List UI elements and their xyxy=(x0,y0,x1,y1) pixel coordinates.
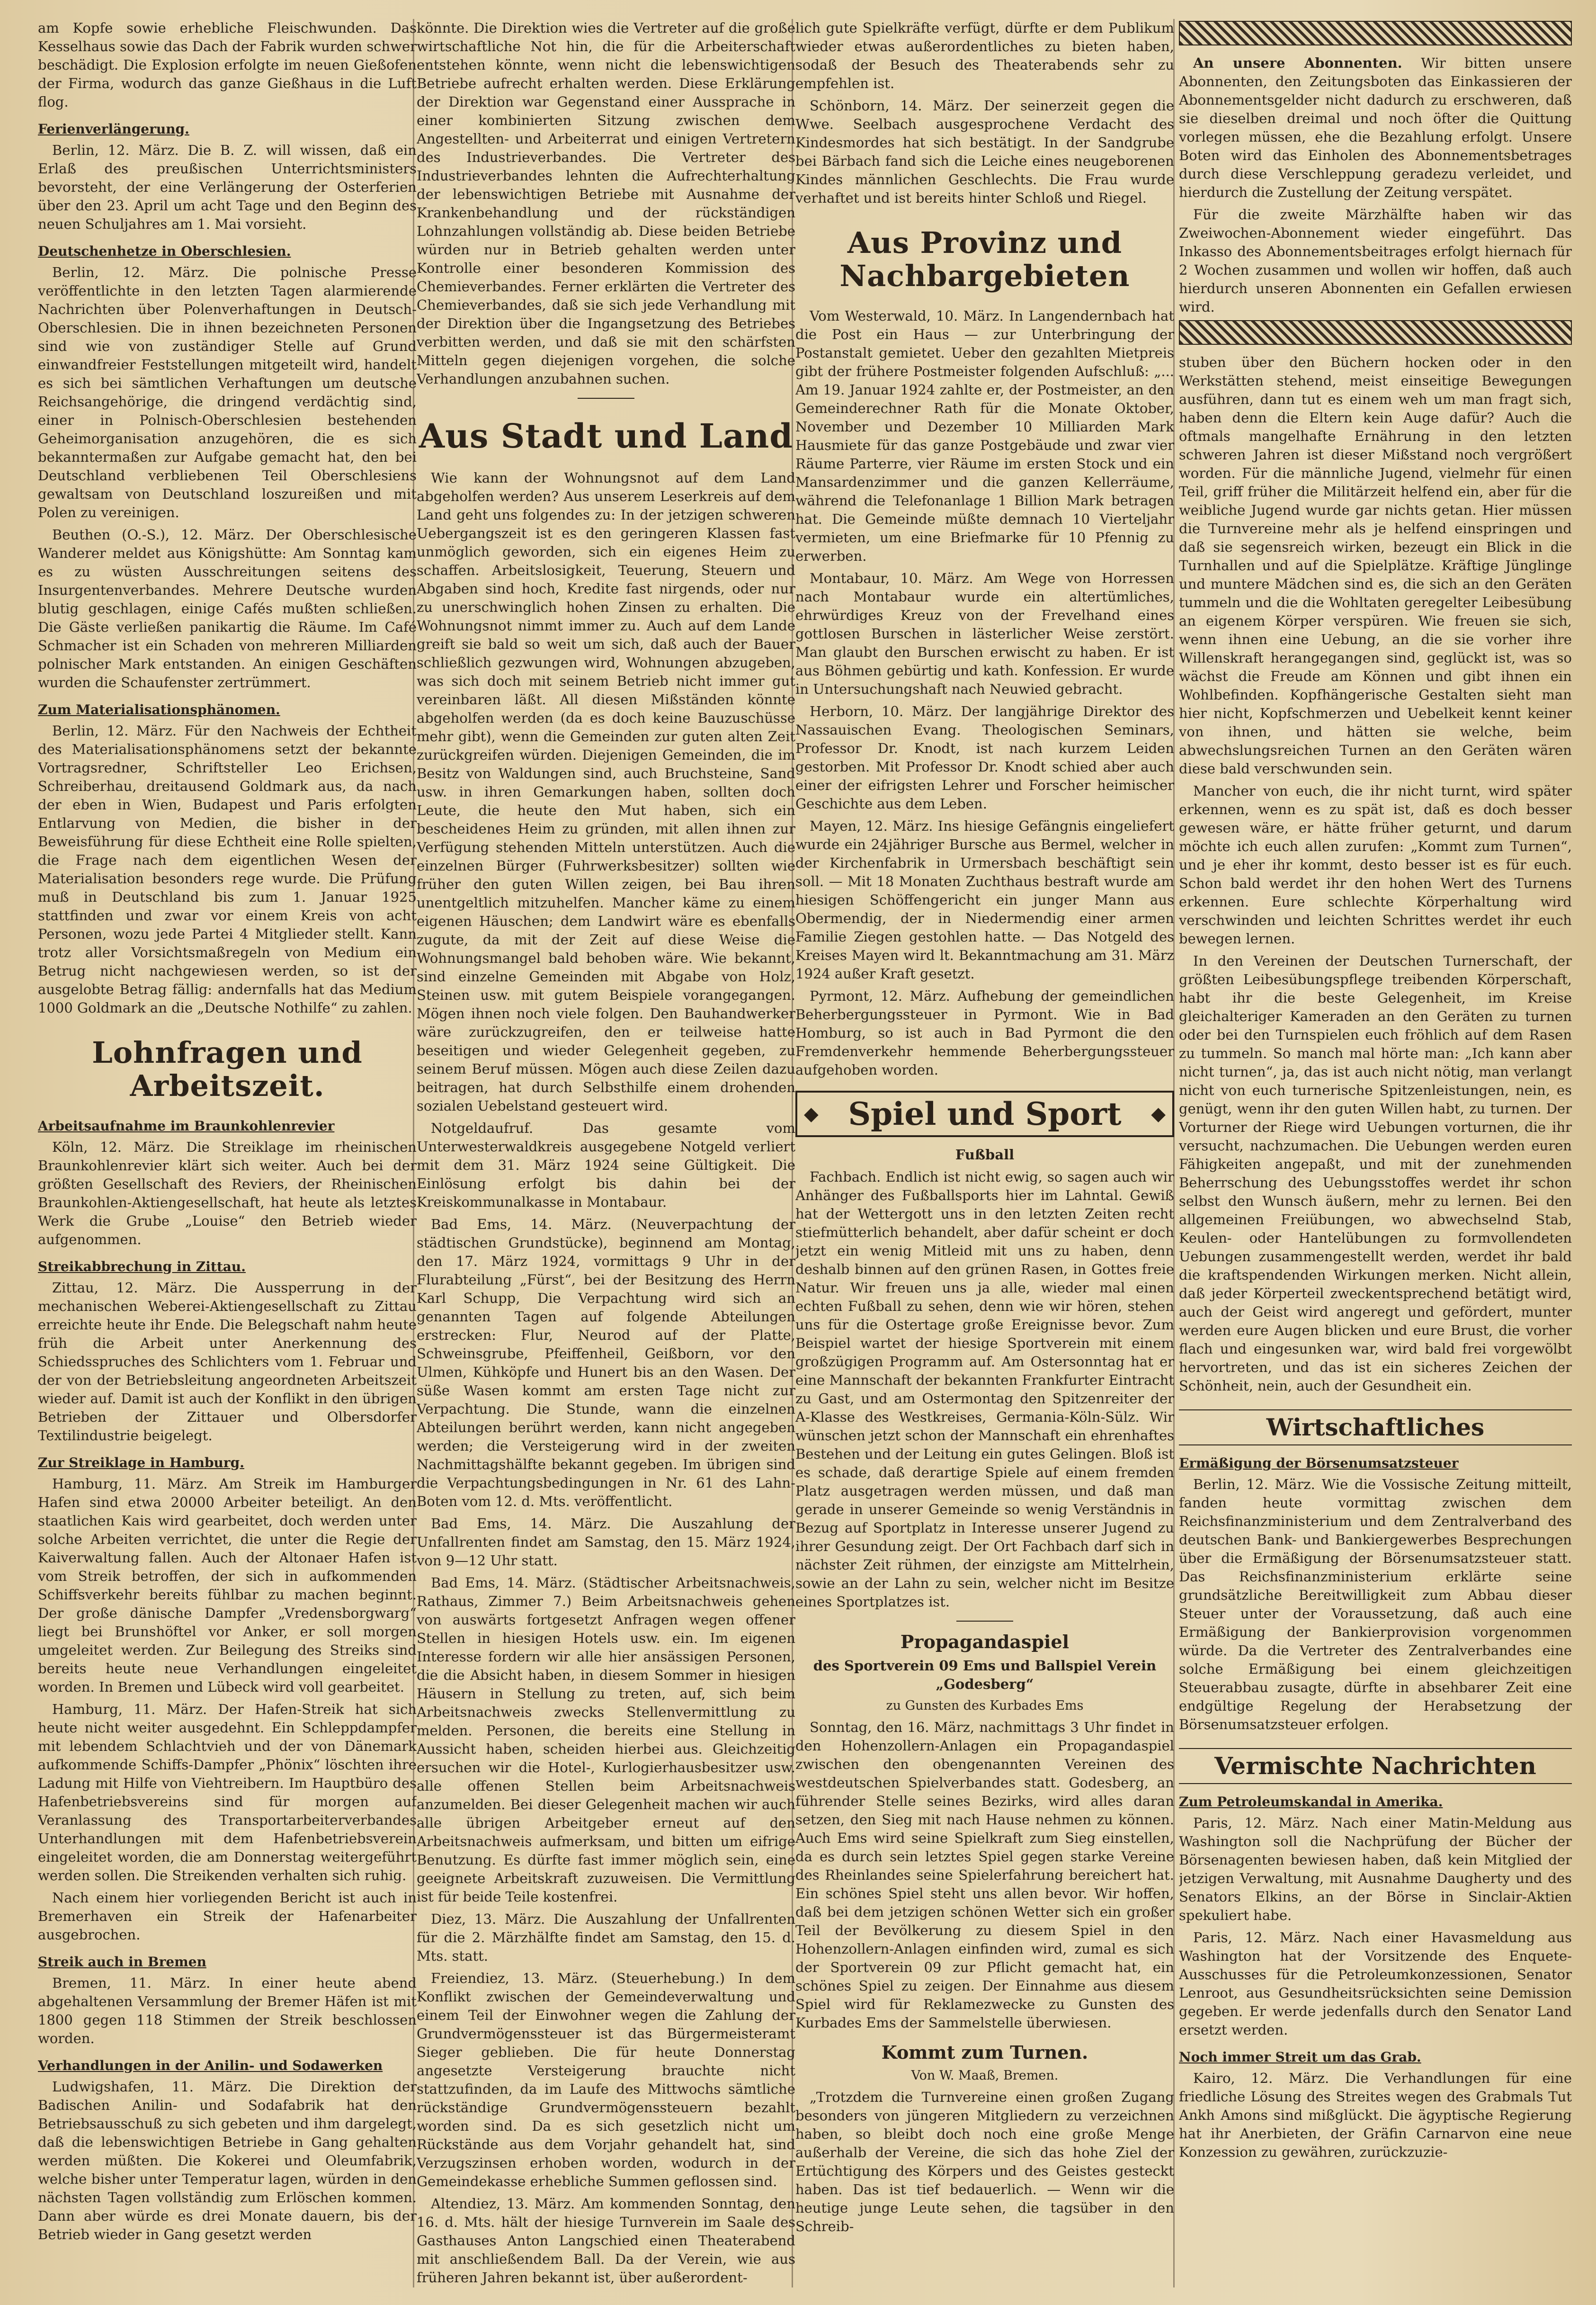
article-text: Beuthen (O.-S.), 12. März. Der Oberschlesische Wanderer meldet aus Königshütte: Am Sonntag kam es zu wüsten Ausschreitungen seitens des Insurgentenverbandes. Mehrere Deutsche wurden blutig geschlagen, einige Cafés mußten schließen. Die Gäste verließen panikartig die Räume. Im Café Schmacher ist ein Schaden von mehreren Milliarden polnischer Mark entstanden. An einigen Geschäften wurden die Schaufenster zertrümmert. xyxy=(38,527,417,691)
article-text: lich gute Spielkräfte verfügt, dürfte er dem Publikum wieder etwas außerordentliches zu bieten haben, sodaß der Besuch des Theaterabends sehr zu empfehlen ist. xyxy=(795,20,1174,91)
article-text: Altendiez, 13. März. Am kommenden Sonntag, den 16. d. Mts. hält der hiesige Turnverein im Saale des Gasthauses Anton Langschied einen Theaterabend mit anschließendem Ball. Da der Verein, wie aus früheren Jahren bekannt ist, über außerordent- xyxy=(417,2196,795,2286)
article-text: Zittau, 12. März. Die Aussperrung in der mechanischen Weberei-Aktiengesellschaft zu Zittau erreichte heute ihr Ende. Die Belegschaft nahm heute früh die Arbeit unter Anerkennung des Schiedsspruches des Schlichters vom 1. Februar und der von der Betriebsleitung angeordneten Arbeitszeit wieder auf. Damit ist auch der Konflikt in den übrigen Betrieben der Zittauer und Olbersdorfer Textilindustrie beigelegt. xyxy=(38,1280,417,1444)
article-text: Vom Westerwald, 10. März. In Langendernbach hat die Post ein Haus — zur Unterbringung der Postanstalt gemietet. Ueber den gezahlten Mietpreis gibt der frühere Postmeister folgenden Aufschluß: „... Am 19. Januar 1924 zahlte er, der Postmeister, an den Gemeinderechner Rath für die Monate Oktober, November und Dezember 10 Milliarden Mark Hausmiete für das ganze Postgebäude und zwar vier Räume Parterre, vier Räume im ersten Stock und ein Mansardenzimmer und die ganzen Kellerräume, während die Telefonanlage 1 Billion Mark betragen hat. Die Gemeinde müßte demnach 10 Vierteljahr vermieten, um eine Briefmarke für 10 Pfennig zu erwerben. xyxy=(795,308,1174,564)
article-text: Fachbach. Endlich ist nicht ewig, so sagen auch wir Anhänger des Fußballsports hier im Lahntal. Gewiß hat der Wettergott uns in den letzten Zeiten recht stiefmütterlich behandelt, aber dafür scheint er doch jetzt ein wenig Mitleid mit uns zu haben, denn deshalb binnen auf den grünen Rasen, in Gottes freie Natur. Wir freuen uns ja alle, wieder mal einen echten Fußball zu sehen, denn wie wir hören, stehen uns für die Ostertage große Ereignisse bevor. Zum Beispiel wartet der hiesige Sportverein mit einem großzügigen Programm auf. Am Ostersonntag hat er eine Mannschaft der bekannten Frankfurter Eintracht zu Gast, und am Ostermontag den Spitzenreiter der A-Klasse des Westkreises, Germania-Köln-Sülz. Wir wünschen jetzt schon der Mannschaft ein ehrenhaftes Bestehen und der Leitung ein gutes Gelingen. Bloß ist es schade, daß derartige Spiele auf einem fremden Platz ausgetragen werden müssen, und daß man gerade in unserer Gemeinde so wenig Verständnis in Bezug auf Sportplatz in Interesse unserer Jugend zu ihrer Gesundung zeigt. Der Ort Fachbach darf sich in nächster Zeit rühmen, der einzigste am Mittelrhein, sowie an der Lahn zu sein, welcher nicht im Besitze eines Sportplatzes ist. xyxy=(795,1169,1174,1610)
article-text: stuben über den Büchern hocken oder in den Werkstätten stehend, meist einseitige Bewegungen ausführen, dann tut es einem weh um man fragt sich, haben denn die Eltern kein Auge dafür? Auch die oftmals mangelhafte Ernährung in den letzten schweren Jahren ist dieser Mißstand noch vergrößert worden. Für die männliche Jugend, vielmehr für einen Teil, griff früher die Militärzeit helfend ein, aber für die weibliche Jugend wurde gar nichts getan. Hier müssen die Turnvereine mehr als je helfend einspringen und daß sie segensreich wirken, bezeugt ein Blick in die Turnhallen und auf die Spielplätze. Kräftige Jünglinge und muntere Mädchen sind es, die sich an den Geräten tummeln und die die Wohltaten geregelter Leibesübung an eigenem Körper verspüren. Wie freuen sie sich, wenn ihnen eine Uebung, an die sie vorher ihre Willenskraft herangegangen sind, geglückt ist, was so wächst die Freude am Können und gibt ihnen ein Wohlbefinden. Kopfhängerische Gestalten sieht man hier nicht, Kopfschmerzen und Uebelkeit kennt keiner von ihnen, und hätten sie welche, beim abwechslungsreichen Turnen an den Geräten wären diese bald verschwunden sein. xyxy=(1179,354,1572,777)
article-text: „Trotzdem die Turnvereine einen großen Zugang besonders von jüngeren Mitgliedern zu verzeichnen haben, so bleibt doch noch eine große Menge außerhalb der Vereine, die sich das hohe Ziel der Ertüchtigung des Körpers und des Geistes gesteckt haben. Das ist tief bedauerlich. — Wenn wir die heutige junge Leute sehen, die tagsüber in den Schreib- xyxy=(795,2089,1174,2234)
notice-text: Für die zweite Märzhälfte haben wir das Zweiwochen-Abonnement wieder eingeführt. Das Inkasso des Abonnementsbeitrages erfolgt hiernach für 2 Wochen zusammen und wollen wir hoffen, daß auch hierdurch unseren Abonnenten ein Gefallen erwiesen wird. xyxy=(1179,206,1572,315)
article-text: In den Vereinen der Deutschen Turnerschaft, der größten Leibesübungspflege treibenden Körperschaft, habt ihr die beste Gelegenheit, im Kreise gleichalteriger Kameraden an den Geräten zu turnen oder bei den Turnspielen euch fröhlich auf dem Rasen zu tummeln. So manch mal hörte man: „Ich kann aber nicht turnen“, ja, das ist auch nicht nötig, man verlangt nicht von euch turnerische Spitzenleistungen, nein, es genügt, wenn ihr den guten Willen habt, zu turnen. Der Vorturner der Riege wird Uebungen vorturnen, die ihr versucht, nachzumachen. Die Uebungen werden euren Fähigkeiten angepaßt, und mit der zunehmenden Beherrschung des Uebungsstoffes werdet ihr schon selbst den Wunsch äußern, mehr zu lernen. Bei den allgemeinen Freiübungen, wo abwechselnd Stab, Keulen- oder Hantelübungen zu formvollendeten Uebungen zusammengestellt werden, werdet ihr bald die kraftspendenden Wirkungen merken. Nicht allein, daß jeder Körperteil zweckentsprechend betätigt wird, auch der Geist wird angeregt und gefördert, munter werden eure Augen blicken und eure Brust, die vorher flach und eingesunken war, wird bald frei vorgewölbt hervortreten, und das ist ein sicheres Zeichen der Schönheit, nein, auch der Gesundheit ein. xyxy=(1179,953,1572,1394)
section-title: Aus Provinz und Nachbargebieten xyxy=(839,225,1130,293)
article-heading: Arbeitsaufnahme im Braunkohlenrevier xyxy=(38,1118,335,1134)
article-heading: Ermäßigung der Börsenumsatzsteuer xyxy=(1179,1455,1459,1471)
divider xyxy=(578,398,634,399)
event-title: Propagandaspiel xyxy=(900,1631,1070,1652)
notice-body: Wir bitten unsere Abonnenten, den Zeitungsboten das Einkassieren der Abonnementsgelder nicht dadurch zu erschweren, daß sie dieselben dreimal und noch öfter die Quittung vorlegen müssen, ehe die Bezahlung erfolgt. Unsere Boten wird das Einholen des Abonnementsbetrages durch diese Verschleppung geradezu verleidet, und hierdurch die Zustellung der Zeitung verspätet. xyxy=(1179,55,1572,200)
article-text: Nach einem hier vorliegenden Bericht ist auch in Bremerhaven ein Streik der Hafenarbeiter ausgebrochen. xyxy=(38,1890,417,1943)
article-text: Bad Ems, 14. März. (Städtischer Arbeitsnachweis, Rathaus, Zimmer 7.) Beim Arbeitsnachweis gehen von auswärts fortgesetzt Anfragen wegen offener Stellen in hiesigen Hotels usw. ein. Im eigenen Interesse fordern wir alle hier ansässigen Personen, die die Absicht haben, in diesem Sommer in hiesigen Häusern in Stellung zu treten, auf, sich beim Arbeitsnachweis zwecks Stellenvermittlung zu melden. Personen, die bereits eine Stellung in Aussicht haben, scheiden hierbei aus. Gleichzeitig ersuchen wir die Hotel-, Kurlogierhausbesitzer usw. alle offenen Stellen beim Arbeitsnachweis anzumelden. Bei dieser Gelegenheit machen wir auch alle übrigen Arbeitgeber erneut auf den Arbeitsnachweis aufmerksam, und bitten um eifrige Benutzung. Es dürfte fast immer möglich sein, eine geeignete Arbeitskraft zuzuweisen. Die Vermittlung ist für beide Teile kostenfrei. xyxy=(417,1575,795,1905)
ornament-bar xyxy=(1179,320,1572,345)
article-text: Köln, 12. März. Die Streiklage im rheinischen Braunkohlenrevier klärt sich weiter. Auch bei der größten Gesellschaft des Reviers, der Rheinischen Braunkohlen-Aktiengesellschaft, hat heute als letztes Werk die Grube „Louise“ den Betrieb wieder aufgenommen. xyxy=(38,1139,417,1247)
article-text: Berlin, 12. März. Die polnische Presse veröffentlichte in den letzten Tagen alarmierende Nachrichten über Polenverhaftungen in Deutsch-Oberschlesien. Die in ihnen bezeichneten Personen sind wie von zuständiger Stelle auf Grund einwandfreier Feststellungen mitgeteilt wird, handelt es sich bei sämtlichen Verhaftungen um deutsche Reichsangehörige, die dringend verdächtig sind, einer in Polnisch-Oberschlesien bestehenden Geheimorganisation anzugehören, die es sich bekanntermaßen zur Aufgabe gemacht hat, den bei Deutschland verbliebenen Teil Oberschlesiens gewaltsam von Deutschland loszureißen und mit Polen zu vereinigen. xyxy=(38,264,417,520)
article-text: Berlin, 12. März. Die B. Z. will wissen, daß ein Erlaß des preußischen Unterrichtsministers bevorsteht, der eine Verlängerung der Osterferien über den 23. April um acht Tage und den Beginn des neuen Schuljahres am 1. Mai vorsieht. xyxy=(38,142,417,232)
article-heading: Streikabbrechung in Zittau. xyxy=(38,1259,246,1274)
article-text: Paris, 12. März. Nach einer Havasmeldung aus Washington hat der Vorsitzende des Enquete-Ausschusses für die Petroleumkonzessionen, Senator Lenroot, aus Gesundheitsrücksichten seine Demission gegeben. Er werde jedenfalls durch den Senator Land ersetzt werden. xyxy=(1179,1929,1572,2038)
notice-text xyxy=(1179,54,1572,202)
section-title: Vermischte Nachrichten xyxy=(1179,1748,1572,1784)
article-text: Wie kann der Wohnungsnot auf dem Land abgeholfen werden? Aus unserem Leserkreis auf dem Land geht uns folgendes zu: In der jetzigen schweren Uebergangszeit ist es den geringeren Klassen fast unmöglich geworden, sich ein eigenes Heim zu schaffen. Arbeitslosigkeit, Teuerung, Steuern und Abgaben sind hoch, Kredite fast nirgends, oder nur zu unerschwinglich hohen Zinsen zu erhalten. Die Wohnungsnot nimmt immer zu. Auch auf dem Lande greift sie bald so weit um sich, daß auch der Bauer schließlich gezwungen wird, Wohnungen abzugeben, was sich doch mit seinem Betrieb nicht immer gut vereinbaren läßt. All diesen Mißständen könnte abgeholfen werden (da es doch keine Bauzuschüsse mehr gibt), wenn die Gemeinden zur guten alten Zeit zurückgreifen würden. Diejenigen Gemeinden, die im Besitz von Waldungen sind, auch Bruchsteine, Sand usw. in ihren Gemarkungen haben, sollten doch Leute, die heute den Mut haben, sich ein bescheidenes Heim zu gründen, mit allen ihnen zur Verfügung stehenden Mitteln unterstützen. Auch die einzelnen Bürger (Fuhrwerksbesitzer) sollten wie früher den guten Willen zeigen, bei Bau ihren unentgeltlich mitzuhelfen. Mancher käme zu einem eigenen Häuschen; dem Landwirt wäre es ebenfalls zugute, da mit der Zeit auf diese Weise die Wohnungsmangel bald behoben wäre. Wie bekannt, sind einzelne Gemeinden mit Abgabe von Holz, Steinen usw. mit gutem Beispiele vorangegangen. Mögen ihnen noch viele folgen. Den Bauhandwerker wäre zurückzugreifen, den er teilweise hatte beseitigen und wieder Gelegenheit gegeben, zu seinem Beruf müssen. Mögen auch diese Zeilen dazu beitragen, hat durch Selbsthilfe einem drohenden sozialen Uebelstand gesteuert wird. xyxy=(417,470,795,1114)
article-heading: Deutschenhetze in Oberschlesien. xyxy=(38,243,291,259)
article-title: Kommt zum Turnen. xyxy=(881,2042,1088,2063)
article-heading: Ferienverlängerung. xyxy=(38,121,189,137)
section-title: Wirtschaftliches xyxy=(1179,1409,1572,1445)
event-subtitle: zu Gunsten des Kurbades Ems xyxy=(886,1698,1084,1713)
article-text: Bad Ems, 14. März. (Neuverpachtung der städtischen Grundstücke), beginnend am Montag, den 17. März 1924, vormittags 9 Uhr in der Flurabteilung „Fürst“, bei der Besitzung des Herrn Karl Schupp, Die Verpachtung wird sich an genannten Tagen auf folgende Abteilungen erstrecken: Flur, Neurod auf der Platte, Schweinsgrube, Pfeiffenheil, Geißborn, vor den Ulmen, Kühköpfe und Hunert bis an den Wasen. Der süße Wasen kommt am ersten Tage nicht zur Verpachtung. Die Stunde, wann die einzelnen Abteilungen berührt werden, kann nicht angegeben werden; die Versteigerung wird in der zweiten Nachmittagshälfte bekannt gegeben. Im übrigen sind die Verpachtungsbedingungen in Nr. 61 des Lahn-Boten vom 12. d. Mts. veröffentlicht. xyxy=(417,1216,795,1509)
article-text: Bremen, 11. März. In einer heute abend abgehaltenen Versammlung der Bremer Häfen ist mit 1800 gegen 118 Stimmen der Streik beschlossen worden. xyxy=(38,1975,417,2046)
article-text: Bad Ems, 14. März. Die Auszahlung der Unfallrenten findet am Samstag, den 15. März 1924, von 9—12 Uhr statt. xyxy=(417,1516,795,1569)
article-text: Diez, 13. März. Die Auszahlung der Unfallrenten für die 2. Märzhälfte findet am Samstag, den 15. d. Mts. statt. xyxy=(417,1911,795,1964)
notice-title: An unsere Abonnenten. xyxy=(1193,55,1402,71)
article-heading: Streik auch in Bremen xyxy=(38,1954,206,1970)
article-heading: Noch immer Streit um das Grab. xyxy=(1179,2049,1421,2065)
article-text: Ludwigshafen, 11. März. Die Direktion der Badischen Anilin- und Sodafabrik hat den Betriebsausschuß zu sich gebeten und ihm dargelegt, daß die lebenswichtigen Betriebe in Gang gehalten werden müßten. Die Kokerei und Oleumfabrik, welche bisher unter Temperatur lagen, würden in den nächsten Tagen vollständig zum Erlöschen kommen. Dann aber würde es drei Monate dauern, bis der Betrieb wieder in Gang gesetzt werden xyxy=(38,2079,417,2242)
article-text: Berlin, 12. März. Wie die Vossische Zeitung mitteilt, fanden heute vormittag zwischen dem Reichsfinanzministerium und dem Zentralverband des deutschen Bank- und Bankiergewerbes Besprechungen über die Ermäßigung der Börsenumsatzsteuer statt. Das Reichsfinanzministerium erklärte seine grundsätzliche Bereitwilligkeit zum Abbau dieser Steuer unter der Voraussetzung, daß auch eine Ermäßigung der Bankierprovision vorgenommen würde. Da die Vertreter des Zentralverbandes eine solche Ermäßigung bei einem gleichzeitigen Steuerabbau zusagte, dürfte in absehbarer Zeit eine endgültige Regelung der Herabsetzung der Börsenumsatzsteuer erfolgen. xyxy=(1179,1476,1572,1732)
article-text: Berlin, 12. März. Für den Nachweis der Echtheit des Materialisationsphänomens setzt der bekannte Vortragsredner, Schriftsteller Leo Erichsen, Schreiberhau, dreitausend Goldmark aus, da nach der eben in Wien, Budapest und Paris erfolgten Entlarvung von Medien, die bisher in der Beweisführung für diese Echtheit eine Rolle spielten, die Frage nach dem eigentlichen Wesen der Materialisation besonders rege wurde. Die Prüfung muß in Deutschland bis zum 1. Januar 1925 stattfinden und zwar vor einem Kreis von acht Personen, wozu jede Partei 4 Mitglieder stellt. Kann trotz aller Vorsichtsmaßregeln von Medium ein Betrug nicht nachgewiesen werden, so ist der ausgelobte Betrag fällig: andernfalls hat das Medium 1000 Goldmark an die „Deutsche Nothilfe“ zu zahlen. xyxy=(38,723,417,1016)
article-text: am Kopfe sowie erhebliche Fleischwunden. Das Kesselhaus sowie das Dach der Fabrik wurden schwer beschädigt. Die Explosion erfolgte im neuen Gießofen der Firma, wodurch das ganze Gießhaus in die Luft flog. xyxy=(38,20,417,110)
column-2 xyxy=(417,19,795,2292)
section-title: Aus Stadt und Land xyxy=(419,416,794,456)
article-text: könnte. Die Direktion wies die Vertreter auf die große wirtschaftliche Not hin, die für die Arbeiterschaft entstehen könnte, wenn nicht die lebenswichtigen Betriebe aufrecht erhalten werden. Diese Erklärung der Direktion war Gegenstand einer Aussprache in einer kombinierten Sitzung zwischen dem Angestellten- und Arbeiterrat und einigen Vertretern des Industrieverbandes. Die Vertreter des Industrieverbandes lehnten die Aufrechterhaltung der lebenswichtigen Betriebe mit Ausnahme der Krankenbehandlung und der rückständigen Lohnzahlungen vollständig ab. Diese beiden Betriebe würden nur in Betrieb gehalten werden unter Kontrolle einer besonderen Kommission des Chemieverbandes. Ferner erklärten die Vertreter des Chemieverbandes, daß sie sich jede Verhandlung mit der Direktion über die Ingangsetzung des Betriebes verbitten werden, und daß sie mit den schärfsten Mitteln gegen diejenigen vorgehen, die solche Verhandlungen anzubahnen suchen. xyxy=(417,20,795,387)
article-heading: Zum Petroleumskandal in Amerika. xyxy=(1179,1794,1443,1810)
article-text: Montabaur, 10. März. Am Wege von Horressen nach Montabaur wurde ein altertümliches, ehrwürdiges Kreuz von der Frevelhand eines gottlosen Burschen in lästerlicher Weise zerstört. Man glaubt den Burschen erwischt zu haben. Er ist aus Böhmen gebürtig und kath. Konfession. Er wurde in Untersuchungshaft nach Neuwied gebracht. xyxy=(795,570,1174,697)
section-title: Lohnfragen und Arbeitszeit. xyxy=(92,1035,363,1103)
article-text: Sonntag, den 16. März, nachmittags 3 Uhr findet in den Hohenzollern-Anlagen ein Propagandaspiel zwischen den obengenannten Vereinen des westdeutschen Spielverbandes statt. Godesberg, an führender Stelle seines Bezirks, wird alles daran setzen, den Sieg mit nach Hause nehmen zu können. Auch Ems wird seine Spielkraft zum Sieg einstellen, da es durch sein letztes Spiel gegen starke Vereine des Rheinlandes seine Spielerfahrung bereichert hat. Ein schönes Spiel steht uns allen bevor. Wir hoffen, daß bei dem jetzigen schönen Wetter sich ein großer Teil der Bevölkerung zu diesem Spiel in den Hohenzollern-Anlagen einfinden wird, zumal es sich der Sportverein 09 zur Pflicht gemacht hat, ein schönes Spiel zu zeigen. Der Einnahme aus diesem Spiel wird für Reklamezwecke zu Gunsten des Kurbades Ems der Sammelstelle überwiesen. xyxy=(795,1719,1174,2031)
section-title-boxed: ◆ Spiel und Sport ◆ xyxy=(795,1091,1174,1137)
article-heading: Verhandlungen in der Anilin- und Sodawerken xyxy=(38,2058,383,2073)
article-text: Freiendiez, 13. März. (Steuerhebung.) In dem Konflikt zwischen der Gemeindeverwaltung und einem Teil der Einwohner wegen die Zahlung der Grundvermögenssteuer ist das Bürgermeisteramt Sieger geblieben. Die für heute Donnerstag angesetzte Versteigerung brauchte nicht stattzufinden, da im Laufe des Mittwochs sämtliche rückständige Grundvermögenssteuern bezahlt worden sind. Da es sich gesetzlich nicht um Rückstände aus dem Vorjahr gehandelt hat, sind Verzugszinsen erhoben worden, wodurch in der Gemeindekasse erhebliche Summen geflossen sind. xyxy=(417,1970,795,2189)
article-heading: Zum Materialisationsphänomen. xyxy=(38,702,280,718)
article-text: Notgeldaufruf. Das gesamte vom Unterwesterwaldkreis ausgegebene Notgeld verliert mit dem 31. März 1924 seine Gültigkeit. Die Einlösung erfolgt bis dahin bei der Kreiskommunalkasse in Montabaur. xyxy=(417,1120,795,1210)
column-4 xyxy=(1179,19,1572,2292)
article-text: Paris, 12. März. Nach einer Matin-Meldung aus Washington soll die Nachprüfung der Bücher der Börsenagenten bewiesen haben, daß kein Mitglied der jetzigen Verwaltung, mit Ausnahme Daugherty und des Senators Elkins, an der Börse in Sinclair-Aktien spekuliert habe. xyxy=(1179,1815,1572,1923)
article-text: Hamburg, 11. März. Der Hafen-Streik hat sich heute nicht weiter ausgedehnt. Ein Schleppdampfer mit lebendem Schlachtvieh und der von Dänemark aufkommende Schiffs-Dampfer „Phönix“ löschten ihre Ladung mit Hilfe von Viehtreibern. Im Hauptbüro des Hafenbetriebsvereins sind für morgen auf Veranlassung des Transportarbeiterverbandes Unterhandlungen mit dem Hafenbetriebsverein eingeleitet worden, die am Donnerstag weitergeführt werden sollen. Die Streikenden verhalten sich ruhig. xyxy=(38,1701,417,1883)
article-author: Von W. Maaß, Bremen. xyxy=(911,2068,1059,2083)
article-text: Hamburg, 11. März. Am Streik im Hamburger Hafen sind etwa 20000 Arbeiter beteiligt. An den staatlichen Kais wird gearbeitet, doch werden unter solche Arbeiten verrichtet, die unter die Regie der Kaiverwaltung fallen. Auch der Altonaer Hafen ist vom Streik betroffen, der sich in aufkommenden Schiffsverkehr bereits fühlbar zu machen beginnt. Der große dänische Dampfer „Vredensborgwarg“ liegt bei Brunshöftel vor Anker, er soll morgen umgeleitet werden. Zur Beilegung des Streiks sind bereits heute neue Verhandlungen eingeleitet worden. In Bremen und Lübeck wird voll gearbeitet. xyxy=(38,1476,417,1695)
ornament-bar xyxy=(1179,21,1572,45)
column-1 xyxy=(38,19,417,2292)
article-text: Schönborn, 14. März. Der seinerzeit gegen die Wwe. Seelbach ausgesprochene Verdacht des Kindesmordes hat sich bestätigt. In der Sandgrube bei Bärbach fand sich die Leiche eines neugeborenen Kindes männlichen Geschlechts. Die Frau wurde verhaftet und ist bereits hinter Schloß und Riegel. xyxy=(795,98,1174,206)
article-text: Mayen, 12. März. Ins hiesige Gefängnis eingeliefert wurde ein 24jähriger Bursche aus Bermel, welcher in der Kirchenfabrik in Urmersbach beschäftigt sein soll. — Mit 18 Monaten Zuchthaus bestraft wurde am hiesigen Schöffengericht ein junger Mann aus Obermendig, der in Niedermendig einer armen Familie Ziegen gestohlen hatte. — Das Notgeld des Kreises Mayen wird lt. Bekanntmachung am 31. März 1924 außer Kraft gesetzt. xyxy=(795,818,1174,982)
article-text: Herborn, 10. März. Der langjährige Direktor des Nassauischen Evang. Theologischen Seminars, Professor Dr. Knodt, ist nach kurzem Leiden gestorben. Mit Professor Dr. Knodt schied aber auch einer der eifrigsten Lehrer und Forscher heimischer Geschichte aus dem Leben. xyxy=(795,703,1174,812)
article-text: Kairo, 12. März. Die Verhandlungen für eine friedliche Lösung des Streites wegen des Grabmals Tut Ankh Amons sind mißglückt. Die ägyptische Regierung hat ihr Anerbieten, der Gräfin Carnarvon eine neue Konzession zu gewähren, zurückzuzie- xyxy=(1179,2070,1572,2160)
column-3 xyxy=(795,19,1174,2292)
subsection-heading: Fußball xyxy=(955,1147,1015,1163)
article-text: Mancher von euch, die ihr nicht turnt, wird später erkennen, wenn es zu spät ist, daß es doch besser gewesen wäre, er hätte früher geturnt, und darum möchte ich euch allen zurufen: „Kommt zum Turnen“, und je eher ihr kommt, desto besser ist es für euch. Schon bald werdet ihr den hohen Wert des Turnens erkennen. Eure schlechte Körperhaltung wird verschwinden und leichten Schrittes werdet ihr euch bewegen lernen. xyxy=(1179,783,1572,947)
article-heading: Zur Streiklage in Hamburg. xyxy=(38,1455,244,1471)
article-text: Pyrmont, 12. März. Aufhebung der gemeindlichen Beherbergungssteuer in Pyrmont. Wie in Bad Homburg, so ist auch in Bad Pyrmont die den Fremdenverkehr hemmende Beherbergungssteuer aufgehoben worden. xyxy=(795,988,1174,1078)
event-subtitle: des Sportverein 09 Ems und Ballspiel Verein „Godesberg“ xyxy=(813,1658,1157,1692)
divider xyxy=(956,1621,1013,1622)
